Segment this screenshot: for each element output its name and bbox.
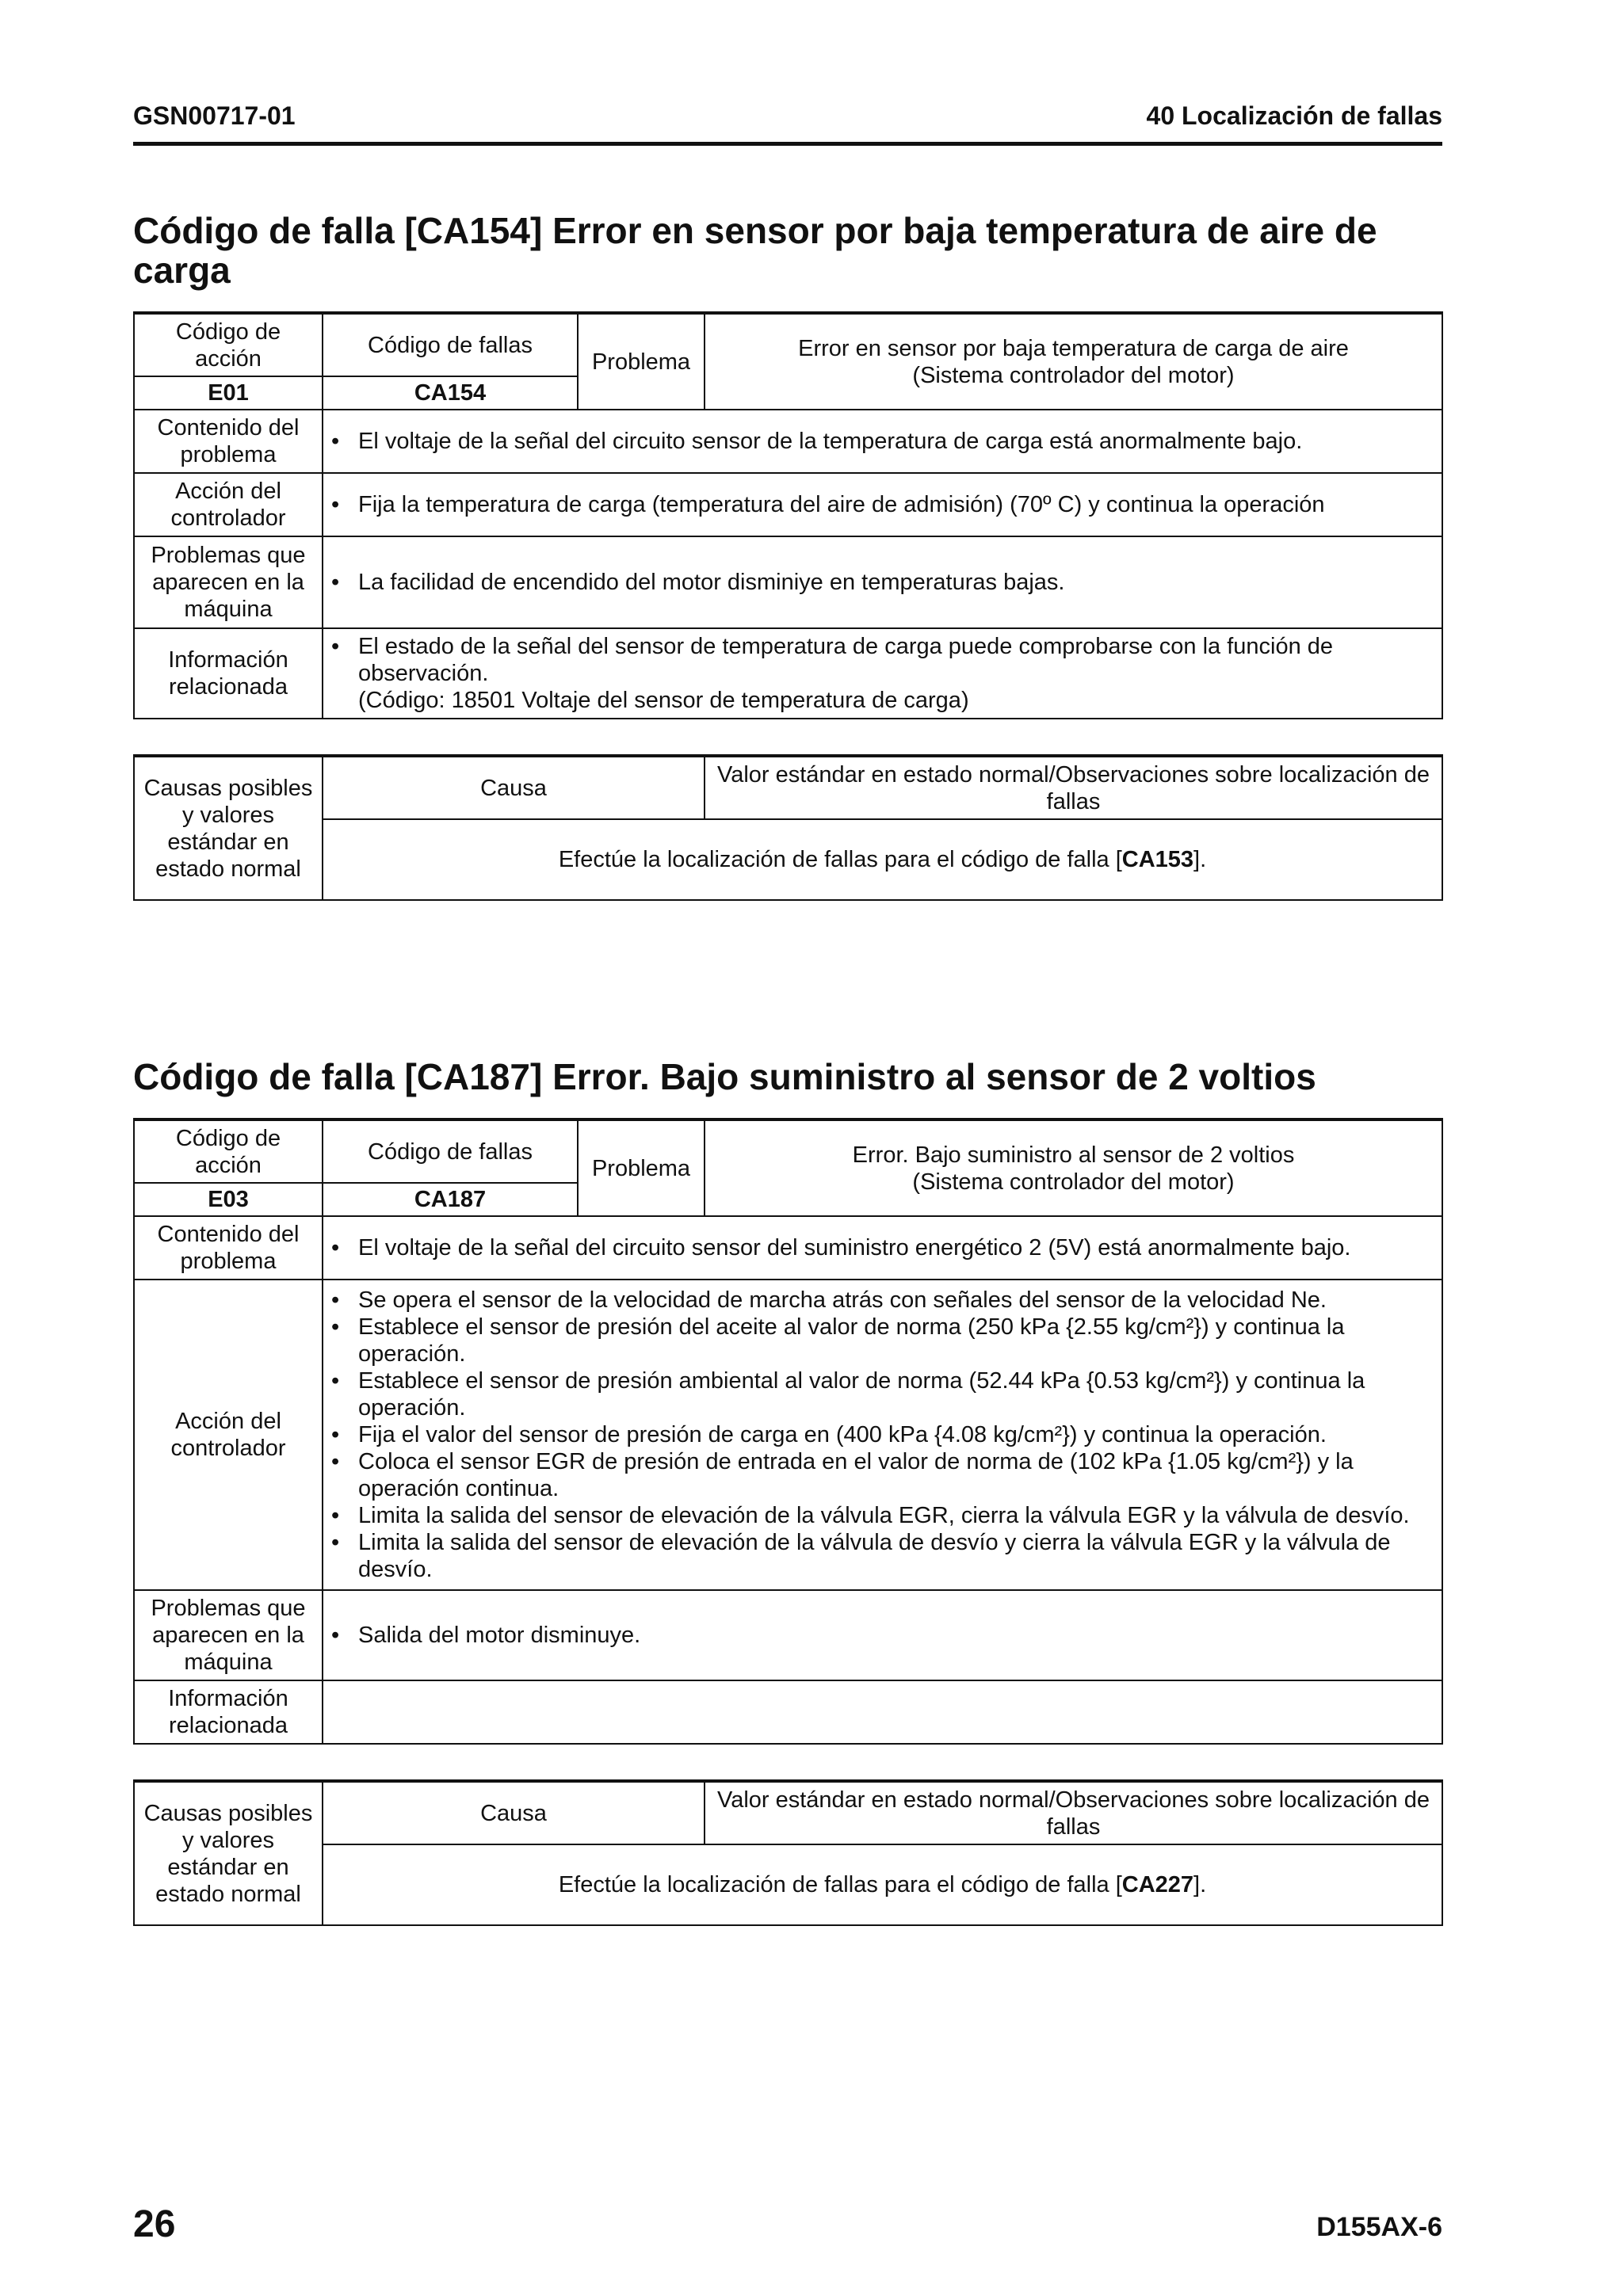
bullet-item: • Se opera el sensor de la velocidad de marcha atrás con señales del sensor de la velocidad Ne.: [330, 1287, 1435, 1314]
row-label-machine-problems: Problemas que aparecen en la máquina: [134, 536, 323, 628]
row-content-machine-problems: [323, 1590, 1442, 1680]
problem-system: (Sistema controlador del motor): [912, 1169, 1235, 1195]
problem-system: (Sistema controlador del motor): [912, 362, 1235, 388]
page-header: [133, 101, 1442, 146]
row-content-problem-content: [323, 1216, 1442, 1280]
troubleshooting-instruction: Efectúe la localización de fallas para el código de falla [CA227].: [323, 1844, 1442, 1925]
row-label-machine-problems: Problemas que aparecen en la máquina: [134, 1590, 323, 1680]
bullet-item: • La facilidad de encendido del motor disminiye en temperaturas bajas.: [330, 569, 1435, 596]
row-content-machine-problems: [323, 536, 1442, 628]
bullet-item: • El voltaje de la señal del circuito sensor del suministro energético 2 (5V) está anormalmente bajo.: [330, 1234, 1435, 1261]
bullet-item: • Limita la salida del sensor de elevación de la válvula de desvío y cierra la válvula EGR y la válvula de desvío.: [330, 1529, 1435, 1583]
row-content-related-info: [323, 628, 1442, 719]
referenced-fault-code: CA227: [1121, 1872, 1194, 1897]
related-note: (Código: 18501 Voltaje del sensor de temperatura de carga): [358, 688, 969, 713]
bullet-item: • Salida del motor disminuye.: [330, 1622, 1435, 1649]
standard-value-header: Valor estándar en estado normal/Observaciones sobre localización de fallas: [705, 1781, 1442, 1844]
bullet-item: • Fija el valor del sensor de presión de carga en (400 kPa {4.08 kg/cm²}) y continua la operación.: [330, 1421, 1435, 1448]
page-number: 26: [133, 2203, 176, 2245]
action-code-label: Código de acción: [134, 1119, 323, 1183]
action-code: E01: [134, 376, 323, 410]
fault-table-ca187: [133, 1118, 1443, 1745]
problem-label: Problema: [578, 1119, 705, 1216]
action-code: E03: [134, 1183, 323, 1216]
row-label-problem-content: Contenido del problema: [134, 410, 323, 473]
fault-code: CA154: [323, 376, 578, 410]
troubleshooting-instruction: Efectúe la localización de fallas para el código de falla [CA153].: [323, 819, 1442, 900]
bullet-item: • Coloca el sensor EGR de presión de entrada en el valor de norma de (102 kPa {1.05 kg/cm²}) y la operación continua.: [330, 1448, 1435, 1502]
problem-text: Error. Bajo suministro al sensor de 2 voltios: [852, 1142, 1295, 1168]
causes-table-ca187: [133, 1779, 1443, 1926]
row-label-related-info: Información relacionada: [134, 628, 323, 719]
problem-label: Problema: [578, 313, 705, 410]
bullet-item: • El voltaje de la señal del circuito sensor de la temperatura de carga está anormalmente bajo.: [330, 428, 1435, 455]
row-label-related-info: Información relacionada: [134, 1680, 323, 1744]
row-content-controller-action: [323, 1280, 1442, 1590]
bullet-item: • Establece el sensor de presión del aceite al valor de norma (250 kPa {2.55 kg/cm²}) y continua la operación.: [330, 1314, 1435, 1367]
fault-code: CA187: [323, 1183, 578, 1216]
problem-description: [705, 313, 1442, 410]
cause-header: Causa: [323, 756, 705, 819]
row-content-problem-content: [323, 410, 1442, 473]
doc-code: GSN00717-01: [133, 101, 296, 130]
causes-label: Causas posibles y valores estándar en estado normal: [134, 1781, 323, 1925]
row-label-controller-action: Acción del controlador: [134, 1280, 323, 1590]
bullet-item: • El estado de la señal del sensor de temperatura de carga puede comprobarse con la función de observación.: [330, 633, 1435, 687]
row-content-controller-action: [323, 473, 1442, 536]
bullet-item: • Limita la salida del sensor de elevación de la válvula EGR, cierra la válvula EGR y la válvula de desvío.: [330, 1502, 1435, 1529]
row-label-controller-action: Acción del controlador: [134, 473, 323, 536]
standard-value-header: Valor estándar en estado normal/Observaciones sobre localización de fallas: [705, 756, 1442, 819]
fault-code-label: Código de fallas: [323, 1119, 578, 1183]
section-title-ca154: Código de falla [CA154] Error en sensor por baja temperatura de aire de carga: [133, 210, 1377, 291]
problem-description: [705, 1119, 1442, 1216]
bullet-item: • Establece el sensor de presión ambiental al valor de norma (52.44 kPa {0.53 kg/cm²}) y continua la operación.: [330, 1367, 1435, 1421]
row-label-problem-content: Contenido del problema: [134, 1216, 323, 1280]
referenced-fault-code: CA153: [1121, 847, 1194, 872]
section-name: 40 Localización de fallas: [1146, 101, 1442, 130]
model-code: D155AX-6: [1316, 2212, 1442, 2242]
section-title-ca187: Código de falla [CA187] Error. Bajo suministro al sensor de 2 voltios: [133, 1056, 1316, 1097]
causes-label: Causas posibles y valores estándar en estado normal: [134, 756, 323, 900]
cause-header: Causa: [323, 1781, 705, 1844]
fault-table-ca154: [133, 311, 1443, 719]
action-code-label: Código de acción: [134, 313, 323, 376]
causes-table-ca154: [133, 754, 1443, 901]
problem-text: Error en sensor por baja temperatura de carga de aire: [798, 335, 1349, 361]
fault-code-label: Código de fallas: [323, 313, 578, 376]
bullet-item: • Fija la temperatura de carga (temperatura del aire de admisión) (70º C) y continua la operación: [330, 491, 1435, 518]
row-content-related-info: [323, 1680, 1442, 1744]
